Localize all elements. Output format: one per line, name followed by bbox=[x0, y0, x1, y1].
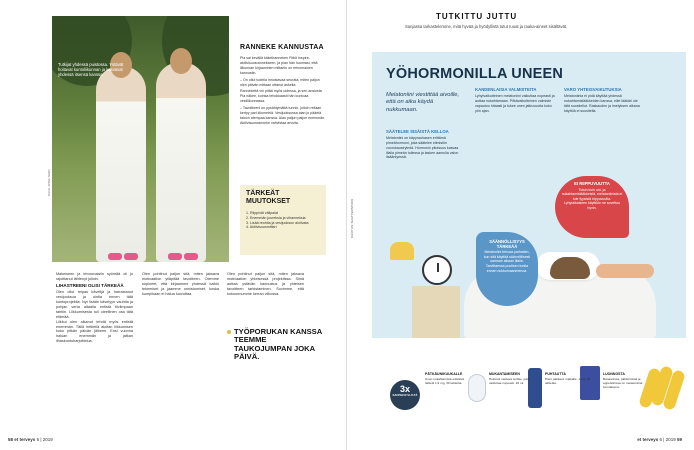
subheading: LIHASTREENI OLISI TÄRKEÄÄ bbox=[56, 282, 124, 288]
tips-box bbox=[240, 185, 326, 255]
shelf-stamp bbox=[390, 380, 420, 410]
blurb-text: Melatoniini tehoaa parhaiten, kun sitä käyttää säännöllisesti samaan aikaan illalla. Tarvittaessa puolisen tuntia ennen nukkumaanmenoa. bbox=[483, 250, 531, 273]
person-left bbox=[96, 66, 146, 262]
lamp-illustration bbox=[390, 242, 414, 260]
body-paragraph: Olen pohtinut paljon sitä, miten jaksava motivaation yhteisessä projektissa. Siinä auttaa ystävän kannustus ja yhteisen tavoitteen tarkistaminen. Sovimme, että kokoonnumme kerran viikossa. bbox=[227, 272, 304, 296]
section-text: Lyhytvaikutteinen melatoniini vaikuttaa nopeasti ja auttaa nukahtamaan. Pitkävaikutteinen valmiste vapautuu hitaasti ja tukee unen jatkuvuutta koko yön ajan. bbox=[475, 94, 555, 113]
section-text: Melatoniinia ei pidä käyttää yhdessä nukahtamislääkkeiden kanssa, ellei lääkäri ole tätä suositellut. Raskauden ja imetyksen aikana käyttöä ei suositella. bbox=[564, 94, 640, 113]
product-item bbox=[603, 372, 651, 389]
section-shortage bbox=[475, 88, 555, 113]
section-effects bbox=[564, 88, 644, 113]
body-paragraph: Olen ollut reipas kävelijä ja harrastanut vesijuoksua ja uintia ennen tätä kuntoprojektia. Nyt lisään kävelyyn vauhtia ja pohjan verta altaalla entistä tiiviimpaan tahtiin. Liikkumisesta tuli oleellinen osa tätä elämää. bbox=[56, 289, 133, 319]
section-intro: Sanjassa tarkastelemme, mitä hyvää ja hyödyllistä tutut ruuat ja raaka-aineet sisältävät. bbox=[405, 24, 568, 29]
product-title: PUHTAUTTA bbox=[545, 372, 566, 376]
body-column-3 bbox=[227, 272, 304, 297]
blurb-title: EI RIIPPUVUUTTA bbox=[574, 181, 610, 186]
tips-item: 2. Enemmän juureksia ja vihanneksia bbox=[246, 215, 306, 220]
tips-list bbox=[246, 211, 320, 230]
footer-right bbox=[637, 437, 682, 442]
sidebar-paragraph: Pia sai kevällä käkeliranneken Fitbit Inspire-aktiivisuusrannekkeen, ja pian hän huomasi, että liikunnan kirjaaminen mittariin on erinomainen kannustin. bbox=[240, 56, 318, 75]
section-text: Melatoniini on käpyrauhasen erittämä pimeähormoni, joka säätelee elimistön vuorokausirytmiä. Hormonin pitoisuus kasvaa illalla pimeän tullessa ja laskee aamulla valon lisääntyessä. bbox=[386, 136, 459, 160]
photo-caption: Tutkijat yhdessä puistossa. Ystävät hoitavat kuntoliikunnan ja kasvavat yhdessä itsensä kanssa. bbox=[58, 62, 124, 78]
sidebar-title: RANNEKE KANNUSTAA bbox=[240, 44, 324, 51]
intro-paragraph: Makeiseen ja leivonnaisiin syömää oli jo rajoittanut lähtenyt jolloin. bbox=[56, 272, 133, 281]
product-item bbox=[489, 372, 537, 385]
issue-number: 6 | 2019 bbox=[659, 437, 676, 442]
sleeper-illustration bbox=[550, 257, 590, 279]
product-text: Unen nukahtamista edistävä tabletti 1,9 mg, 30 tablettia. bbox=[425, 377, 465, 386]
body-paragraph: Olen pohtinut paljon sitä, miten jaksava motivaation ylläpitää tavoitteen. Olemme sopineet, että kirjaamme yhdessä kaikki tekemiset ja jaamme onnistumiset, koska kumpikaan ei halua luovuttaa. bbox=[142, 272, 219, 296]
product-text: Pieni pakkaus matkalle, 1 mg, 60 tablettia. bbox=[545, 377, 591, 386]
stamp-count: 3x bbox=[399, 384, 410, 394]
tips-item: 4. Aktiivisuusmittari bbox=[246, 225, 277, 230]
product-title: LUONNOSTA bbox=[603, 372, 625, 376]
issue-number: 6 | 2019 bbox=[36, 437, 53, 442]
sidebar-text bbox=[240, 56, 326, 128]
stamp-label: KAUPAN HYLLYLTÄ bbox=[392, 394, 418, 397]
magazine-name: et terveys bbox=[637, 437, 659, 442]
sidebar-paragraph: – On ollut todella innostavaa seurata, miten paljon olen päivän mittaan ottanut askelia. bbox=[240, 77, 320, 87]
sidebar-paragraph: – Tavoitteeni on pysähtymättä tunnin, jolloin reilaan kertyy pari kilometriä. Vesijuoksussa alan jo pääetä taloon aiempaa kanssa. Alan paljon paljon enemmän. Aktiivisuusranneke vahvistaa arviota. bbox=[240, 106, 326, 125]
photo-credit: KUVA: ANNA TERO bbox=[47, 169, 51, 196]
tips-item: 1. Riippivät välipalat bbox=[246, 211, 278, 215]
body-paragraph: Liikkui olen alkanut tehdä myös entistä enemmän. Tällä hetkellä aloitan liikkumisen koko pitkän päivän jälkeen. Ensi vuonna haluan enemmän ja jatkan lihaskuntoharjoittelua. bbox=[56, 319, 133, 344]
body-column-2 bbox=[142, 272, 219, 297]
tips-title: TÄRKEÄT MUUTOKSET bbox=[246, 190, 291, 205]
page-number: 58 bbox=[8, 437, 14, 442]
section-kicker: TUTKITTU JUTTU bbox=[436, 12, 518, 21]
blurb-no-dependency bbox=[555, 176, 629, 238]
sleeper-arm-illustration bbox=[596, 264, 654, 278]
feature-headline: YÖHORMONILLA UNEEN bbox=[386, 66, 564, 82]
friends-photo bbox=[52, 16, 229, 262]
product-title: PÄTKÄUNIKUUKALLE bbox=[425, 372, 463, 376]
product-text: Banaanissa, pähkinöissä ja appelsiinissa on melatoniinia luontaisena. bbox=[603, 377, 643, 390]
page-number: 59 bbox=[676, 437, 682, 442]
blurb-title: SÄÄNNÖLLISYYS TÄRKEÄÄ bbox=[489, 239, 525, 249]
footer-left bbox=[8, 437, 53, 442]
blurb-text: Toisin kuin uni- ja nukahtamislääkkeistä, melatoniinista ei tule fyysistä riippuvuutta. Lyhytaikaiseen käyttöön se soveltuu hyvin. bbox=[561, 187, 623, 210]
product-item bbox=[545, 372, 593, 385]
alarm-clock-icon bbox=[422, 255, 452, 285]
blurb-regularity bbox=[476, 232, 538, 306]
body-column-1 bbox=[56, 272, 133, 344]
product-text: Helposti otettava suihke, joka vaikuttaa nopeasti. 20 ml. bbox=[489, 377, 530, 386]
illustration-credit: KUVITUS: SHUTTERSTOCK bbox=[350, 198, 354, 238]
section-title: VARO YHTEISVAIKUTUKSIA bbox=[564, 87, 622, 92]
section-regulation bbox=[386, 130, 466, 160]
pull-quote: TYÖPORUKAN KANSSA TEEMME TAUKOJUMPAN JOKA PÄIVÄ. bbox=[234, 328, 326, 362]
product-item bbox=[425, 372, 473, 385]
right-page bbox=[347, 0, 694, 450]
sidebar-paragraph: Rannekettä voi pitää myös uidessa, ja sen ansiosta Pia näkee, kuinka tehokkaasti hän kuntoaa vesiliikunnassa. bbox=[240, 89, 322, 104]
nightstand-illustration bbox=[412, 286, 460, 338]
tips-item: 3. Lisää reohtia ja vesijuoksun aloitusta bbox=[246, 220, 309, 225]
product-title: MUKANTAMISEEN bbox=[489, 372, 520, 376]
feature-lede: Melatoniini viestittää aivoille, että on aika käydä nukkumaan. bbox=[386, 92, 460, 113]
magazine-name: et terveys bbox=[14, 437, 36, 442]
section-title: SÄÄTELEE SISÄISTÄ KELLOA bbox=[386, 129, 449, 134]
person-right bbox=[156, 62, 206, 262]
section-title: KANDENLAISIA VALMISTEITA bbox=[475, 87, 537, 92]
